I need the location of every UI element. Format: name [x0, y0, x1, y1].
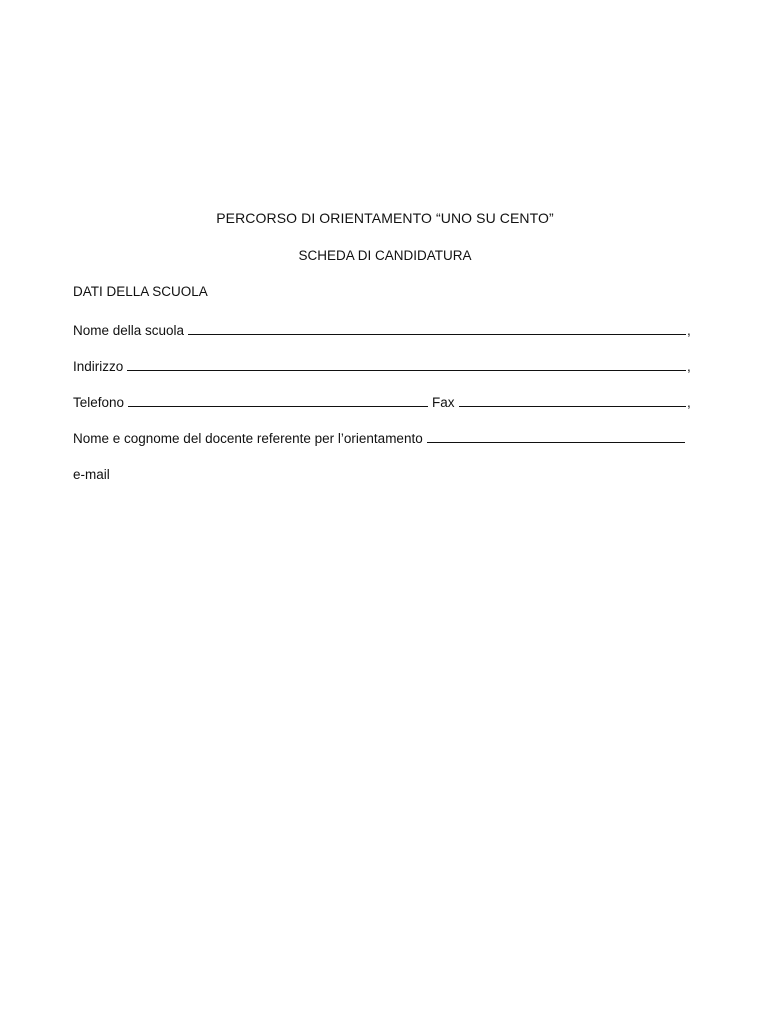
document-title: PERCORSO DI ORIENTAMENTO “UNO SU CENTO” — [216, 210, 554, 226]
phone-fax-row — [73, 390, 693, 410]
phone-label: Telefono — [73, 395, 125, 410]
fax-field[interactable] — [459, 391, 686, 407]
email-label: e-mail — [73, 467, 110, 482]
school-name-field[interactable] — [188, 319, 686, 335]
address-row — [73, 354, 693, 374]
school-name-label: Nome della scuola — [73, 323, 185, 338]
address-label: Indirizzo — [73, 359, 124, 374]
teacher-field[interactable] — [427, 427, 685, 443]
document-subtitle: SCHEDA DI CANDIDATURA — [298, 248, 472, 263]
address-comma: , — [687, 359, 691, 374]
section-heading: DATI DELLA SCUOLA — [73, 284, 208, 299]
phone-field[interactable] — [128, 391, 428, 407]
school-name-comma: , — [687, 323, 691, 338]
email-row — [73, 462, 693, 482]
fax-label: Fax — [432, 395, 455, 410]
teacher-label: Nome e cognome del docente referente per l’orientamento — [73, 431, 423, 446]
school-name-row — [73, 318, 693, 338]
teacher-row — [73, 426, 693, 446]
fax-comma: , — [687, 395, 691, 410]
address-field[interactable] — [127, 355, 686, 371]
